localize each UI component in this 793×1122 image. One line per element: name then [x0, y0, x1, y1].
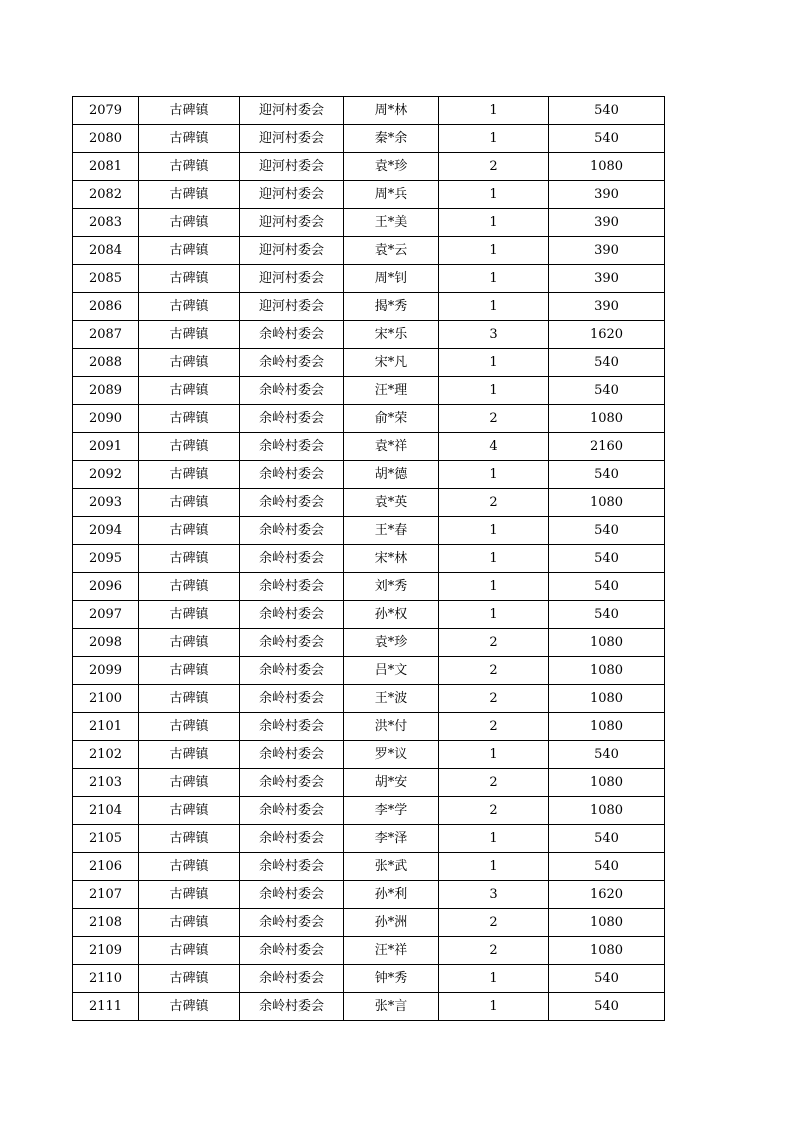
table-row: [73, 545, 665, 573]
village-committee-cell: 余岭村委会: [240, 797, 344, 825]
household-size-cell: 1: [439, 601, 549, 629]
village-committee-cell: 余岭村委会: [240, 461, 344, 489]
village-committee-cell: 余岭村委会: [240, 629, 344, 657]
name-cell: 周*林: [344, 97, 439, 125]
name-cell: 钟*秀: [344, 965, 439, 993]
amount-cell: 1080: [549, 909, 665, 937]
serial-number-cell: 2111: [73, 993, 139, 1021]
amount-cell: 1080: [549, 685, 665, 713]
serial-number-cell: 2093: [73, 489, 139, 517]
name-cell: 李*泽: [344, 825, 439, 853]
town-cell: 古碑镇: [139, 461, 240, 489]
table-row: [73, 489, 665, 517]
household-size-cell: 1: [439, 181, 549, 209]
name-cell: 王*波: [344, 685, 439, 713]
town-cell: 古碑镇: [139, 937, 240, 965]
household-size-cell: 1: [439, 237, 549, 265]
town-cell: 古碑镇: [139, 685, 240, 713]
serial-number-cell: 2096: [73, 573, 139, 601]
town-cell: 古碑镇: [139, 657, 240, 685]
serial-number-cell: 2088: [73, 349, 139, 377]
amount-cell: 390: [549, 293, 665, 321]
village-committee-cell: 余岭村委会: [240, 713, 344, 741]
town-cell: 古碑镇: [139, 293, 240, 321]
table-row: [73, 377, 665, 405]
village-committee-cell: 余岭村委会: [240, 573, 344, 601]
name-cell: 胡*安: [344, 769, 439, 797]
town-cell: 古碑镇: [139, 153, 240, 181]
village-committee-cell: 迎河村委会: [240, 209, 344, 237]
village-committee-cell: 余岭村委会: [240, 965, 344, 993]
amount-cell: 540: [549, 573, 665, 601]
town-cell: 古碑镇: [139, 125, 240, 153]
serial-number-cell: 2100: [73, 685, 139, 713]
amount-cell: 540: [549, 517, 665, 545]
town-cell: 古碑镇: [139, 433, 240, 461]
serial-number-cell: 2092: [73, 461, 139, 489]
serial-number-cell: 2091: [73, 433, 139, 461]
serial-number-cell: 2090: [73, 405, 139, 433]
serial-number-cell: 2109: [73, 937, 139, 965]
table-row: [73, 825, 665, 853]
serial-number-cell: 2098: [73, 629, 139, 657]
household-size-cell: 3: [439, 321, 549, 349]
amount-cell: 2160: [549, 433, 665, 461]
table-row: [73, 461, 665, 489]
serial-number-cell: 2087: [73, 321, 139, 349]
household-size-cell: 2: [439, 937, 549, 965]
name-cell: 周*钊: [344, 265, 439, 293]
village-committee-cell: 余岭村委会: [240, 657, 344, 685]
household-size-cell: 1: [439, 965, 549, 993]
town-cell: 古碑镇: [139, 349, 240, 377]
amount-cell: 540: [549, 125, 665, 153]
serial-number-cell: 2086: [73, 293, 139, 321]
village-committee-cell: 余岭村委会: [240, 349, 344, 377]
town-cell: 古碑镇: [139, 321, 240, 349]
village-committee-cell: 余岭村委会: [240, 601, 344, 629]
town-cell: 古碑镇: [139, 601, 240, 629]
household-size-cell: 2: [439, 797, 549, 825]
amount-cell: 540: [549, 545, 665, 573]
town-cell: 古碑镇: [139, 629, 240, 657]
town-cell: 古碑镇: [139, 489, 240, 517]
serial-number-cell: 2094: [73, 517, 139, 545]
household-size-cell: 1: [439, 209, 549, 237]
amount-cell: 1080: [549, 153, 665, 181]
village-committee-cell: 余岭村委会: [240, 377, 344, 405]
amount-cell: 1080: [549, 657, 665, 685]
village-committee-cell: 余岭村委会: [240, 433, 344, 461]
village-committee-cell: 迎河村委会: [240, 293, 344, 321]
table-row: [73, 769, 665, 797]
table-body: [73, 97, 665, 1021]
table-row: [73, 853, 665, 881]
table-row: [73, 797, 665, 825]
village-committee-cell: 余岭村委会: [240, 769, 344, 797]
town-cell: 古碑镇: [139, 881, 240, 909]
town-cell: 古碑镇: [139, 965, 240, 993]
name-cell: 吕*文: [344, 657, 439, 685]
household-size-cell: 2: [439, 657, 549, 685]
name-cell: 张*言: [344, 993, 439, 1021]
table-row: [73, 713, 665, 741]
name-cell: 张*武: [344, 853, 439, 881]
serial-number-cell: 2082: [73, 181, 139, 209]
village-committee-cell: 余岭村委会: [240, 321, 344, 349]
data-table: [72, 96, 665, 1021]
name-cell: 罗*议: [344, 741, 439, 769]
name-cell: 洪*付: [344, 713, 439, 741]
serial-number-cell: 2110: [73, 965, 139, 993]
serial-number-cell: 2101: [73, 713, 139, 741]
name-cell: 俞*荣: [344, 405, 439, 433]
village-committee-cell: 迎河村委会: [240, 97, 344, 125]
village-committee-cell: 余岭村委会: [240, 741, 344, 769]
amount-cell: 1620: [549, 881, 665, 909]
amount-cell: 1080: [549, 937, 665, 965]
name-cell: 孙*利: [344, 881, 439, 909]
table-row: [73, 237, 665, 265]
town-cell: 古碑镇: [139, 825, 240, 853]
serial-number-cell: 2104: [73, 797, 139, 825]
serial-number-cell: 2102: [73, 741, 139, 769]
serial-number-cell: 2080: [73, 125, 139, 153]
amount-cell: 540: [549, 601, 665, 629]
household-size-cell: 1: [439, 293, 549, 321]
village-committee-cell: 余岭村委会: [240, 517, 344, 545]
amount-cell: 1080: [549, 769, 665, 797]
household-size-cell: 1: [439, 517, 549, 545]
amount-cell: 1620: [549, 321, 665, 349]
town-cell: 古碑镇: [139, 265, 240, 293]
amount-cell: 1080: [549, 797, 665, 825]
amount-cell: 540: [549, 97, 665, 125]
household-size-cell: 2: [439, 153, 549, 181]
town-cell: 古碑镇: [139, 377, 240, 405]
household-size-cell: 2: [439, 489, 549, 517]
table-row: [73, 685, 665, 713]
village-committee-cell: 余岭村委会: [240, 853, 344, 881]
household-size-cell: 1: [439, 853, 549, 881]
name-cell: 王*美: [344, 209, 439, 237]
household-size-cell: 2: [439, 405, 549, 433]
name-cell: 刘*秀: [344, 573, 439, 601]
village-committee-cell: 余岭村委会: [240, 825, 344, 853]
table-row: [73, 349, 665, 377]
name-cell: 袁*云: [344, 237, 439, 265]
serial-number-cell: 2106: [73, 853, 139, 881]
village-committee-cell: 余岭村委会: [240, 405, 344, 433]
table-row: [73, 937, 665, 965]
name-cell: 袁*祥: [344, 433, 439, 461]
amount-cell: 390: [549, 181, 665, 209]
serial-number-cell: 2105: [73, 825, 139, 853]
table-row: [73, 573, 665, 601]
household-size-cell: 2: [439, 909, 549, 937]
town-cell: 古碑镇: [139, 853, 240, 881]
village-committee-cell: 余岭村委会: [240, 909, 344, 937]
household-size-cell: 1: [439, 825, 549, 853]
table-row: [73, 153, 665, 181]
serial-number-cell: 2095: [73, 545, 139, 573]
town-cell: 古碑镇: [139, 797, 240, 825]
household-size-cell: 1: [439, 741, 549, 769]
serial-number-cell: 2079: [73, 97, 139, 125]
amount-cell: 1080: [549, 629, 665, 657]
town-cell: 古碑镇: [139, 545, 240, 573]
household-size-cell: 2: [439, 629, 549, 657]
village-committee-cell: 迎河村委会: [240, 125, 344, 153]
name-cell: 袁*珍: [344, 153, 439, 181]
name-cell: 孙*洲: [344, 909, 439, 937]
town-cell: 古碑镇: [139, 573, 240, 601]
amount-cell: 1080: [549, 489, 665, 517]
table-row: [73, 881, 665, 909]
name-cell: 揭*秀: [344, 293, 439, 321]
serial-number-cell: 2108: [73, 909, 139, 937]
amount-cell: 540: [549, 993, 665, 1021]
serial-number-cell: 2085: [73, 265, 139, 293]
amount-cell: 390: [549, 265, 665, 293]
table-row: [73, 125, 665, 153]
serial-number-cell: 2103: [73, 769, 139, 797]
household-size-cell: 3: [439, 881, 549, 909]
name-cell: 汪*理: [344, 377, 439, 405]
serial-number-cell: 2083: [73, 209, 139, 237]
table-row: [73, 433, 665, 461]
name-cell: 袁*英: [344, 489, 439, 517]
table-row: [73, 405, 665, 433]
table-row: [73, 657, 665, 685]
household-size-cell: 4: [439, 433, 549, 461]
table-row: [73, 517, 665, 545]
amount-cell: 390: [549, 209, 665, 237]
name-cell: 孙*权: [344, 601, 439, 629]
household-size-cell: 2: [439, 685, 549, 713]
amount-cell: 540: [549, 825, 665, 853]
town-cell: 古碑镇: [139, 769, 240, 797]
village-committee-cell: 余岭村委会: [240, 881, 344, 909]
town-cell: 古碑镇: [139, 405, 240, 433]
household-size-cell: 1: [439, 125, 549, 153]
table-row: [73, 209, 665, 237]
name-cell: 周*兵: [344, 181, 439, 209]
table-row: [73, 909, 665, 937]
village-committee-cell: 迎河村委会: [240, 153, 344, 181]
table-row: [73, 181, 665, 209]
town-cell: 古碑镇: [139, 209, 240, 237]
village-committee-cell: 迎河村委会: [240, 265, 344, 293]
household-size-cell: 2: [439, 713, 549, 741]
household-size-cell: 2: [439, 769, 549, 797]
serial-number-cell: 2081: [73, 153, 139, 181]
name-cell: 汪*祥: [344, 937, 439, 965]
household-size-cell: 1: [439, 461, 549, 489]
serial-number-cell: 2084: [73, 237, 139, 265]
town-cell: 古碑镇: [139, 237, 240, 265]
table-row: [73, 293, 665, 321]
village-committee-cell: 余岭村委会: [240, 937, 344, 965]
serial-number-cell: 2089: [73, 377, 139, 405]
town-cell: 古碑镇: [139, 713, 240, 741]
amount-cell: 1080: [549, 713, 665, 741]
serial-number-cell: 2107: [73, 881, 139, 909]
town-cell: 古碑镇: [139, 517, 240, 545]
amount-cell: 540: [549, 349, 665, 377]
name-cell: 宋*乐: [344, 321, 439, 349]
village-committee-cell: 迎河村委会: [240, 181, 344, 209]
table-row: [73, 321, 665, 349]
village-committee-cell: 余岭村委会: [240, 685, 344, 713]
amount-cell: 540: [549, 741, 665, 769]
serial-number-cell: 2097: [73, 601, 139, 629]
table-row: [73, 629, 665, 657]
name-cell: 宋*凡: [344, 349, 439, 377]
village-committee-cell: 余岭村委会: [240, 993, 344, 1021]
town-cell: 古碑镇: [139, 181, 240, 209]
household-size-cell: 1: [439, 349, 549, 377]
village-committee-cell: 余岭村委会: [240, 489, 344, 517]
name-cell: 宋*林: [344, 545, 439, 573]
town-cell: 古碑镇: [139, 993, 240, 1021]
household-size-cell: 1: [439, 993, 549, 1021]
table-row: [73, 265, 665, 293]
household-size-cell: 1: [439, 573, 549, 601]
amount-cell: 540: [549, 853, 665, 881]
name-cell: 秦*余: [344, 125, 439, 153]
village-committee-cell: 余岭村委会: [240, 545, 344, 573]
name-cell: 袁*珍: [344, 629, 439, 657]
household-size-cell: 1: [439, 265, 549, 293]
name-cell: 王*春: [344, 517, 439, 545]
amount-cell: 1080: [549, 405, 665, 433]
name-cell: 李*学: [344, 797, 439, 825]
table-row: [73, 601, 665, 629]
household-size-cell: 1: [439, 377, 549, 405]
table-row: [73, 97, 665, 125]
amount-cell: 540: [549, 965, 665, 993]
town-cell: 古碑镇: [139, 909, 240, 937]
household-size-cell: 1: [439, 545, 549, 573]
table-row: [73, 741, 665, 769]
serial-number-cell: 2099: [73, 657, 139, 685]
table-row: [73, 993, 665, 1021]
amount-cell: 390: [549, 237, 665, 265]
amount-cell: 540: [549, 461, 665, 489]
table-row: [73, 965, 665, 993]
household-size-cell: 1: [439, 97, 549, 125]
amount-cell: 540: [549, 377, 665, 405]
town-cell: 古碑镇: [139, 97, 240, 125]
village-committee-cell: 迎河村委会: [240, 237, 344, 265]
name-cell: 胡*德: [344, 461, 439, 489]
town-cell: 古碑镇: [139, 741, 240, 769]
